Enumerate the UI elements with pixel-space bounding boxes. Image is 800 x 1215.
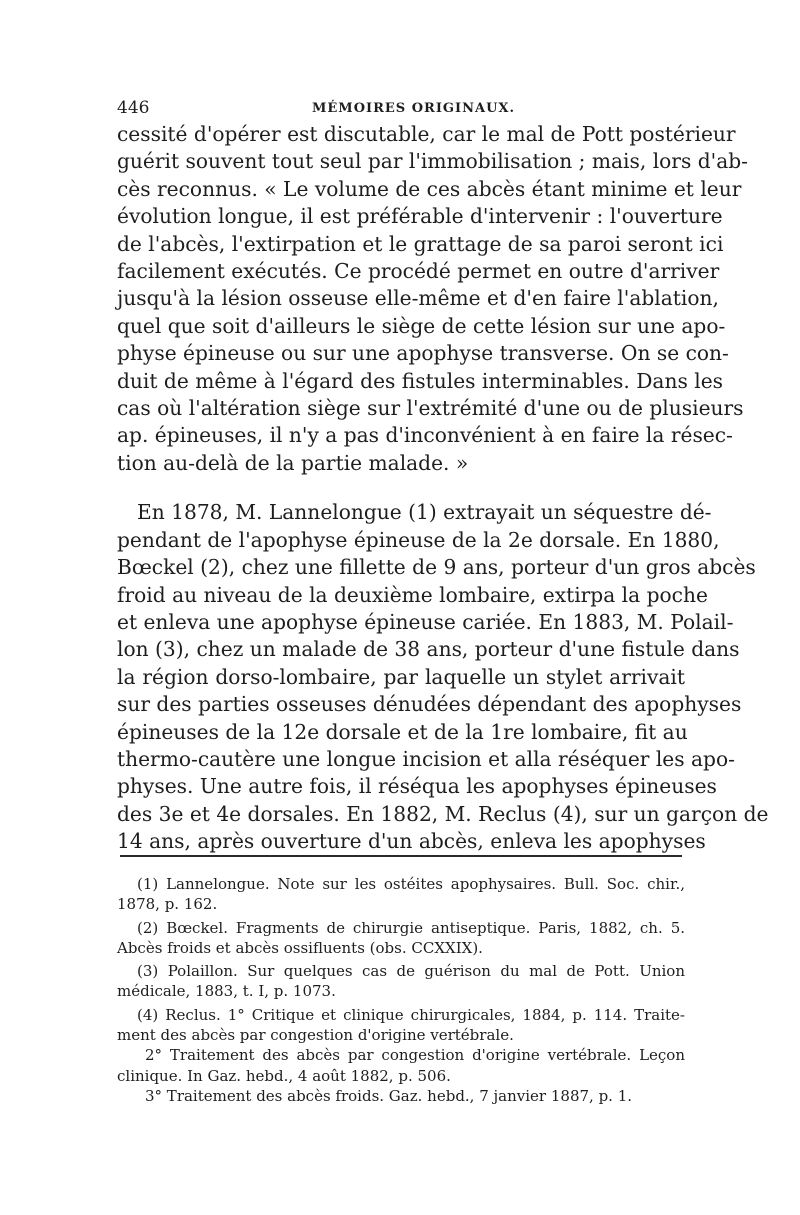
footnotes xyxy=(117,874,685,1106)
text-line: En 1878, M. Lannelongue (1) extrayait un séquestre dé- xyxy=(137,500,712,525)
text-line: jusqu'à la lésion osseuse elle-même et d'en faire l'ablation, xyxy=(117,286,719,311)
footnote-line: Abcès froids et abcès ossifluents (obs. CCXXIX). xyxy=(117,938,483,957)
paragraph-gap xyxy=(117,477,685,499)
body-text xyxy=(117,121,769,856)
footnote-line: (4) Reclus. 1° Critique et clinique chirurgicales, 1884, p. 114. Traite- xyxy=(137,1005,685,1024)
paragraph-2 xyxy=(117,499,769,855)
text-line: et enleva une apophyse épineuse cariée. En 1883, M. Polail- xyxy=(117,609,734,634)
text-line: thermo-cautère une longue incision et alla réséquer les apo- xyxy=(117,746,735,771)
text-line: froid au niveau de la deuxième lombaire, extirpa la poche xyxy=(117,582,708,607)
text-line: sur des parties osseuses dénudées dépendant des apophyses xyxy=(117,692,742,717)
page-number: 446 xyxy=(117,98,150,118)
footnote-line: clinique. In Gaz. hebd., 4 août 1882, p. 506. xyxy=(117,1066,451,1085)
text-line: la région dorso-lombaire, par laquelle un stylet arrivait xyxy=(117,664,685,689)
text-line: cès reconnus. « Le volume de ces abcès étant minime et leur xyxy=(117,176,742,201)
footnote-1 xyxy=(117,874,685,915)
text-line: guérit souvent tout seul par l'immobilisation ; mais, lors d'ab- xyxy=(117,149,748,174)
text-line: pendant de l'apophyse épineuse de la 2e dorsale. En 1880, xyxy=(117,527,720,552)
footnote-line: ment des abcès par congestion d'origine vertébrale. xyxy=(117,1026,514,1045)
running-title: MÉMOIRES ORIGINAUX. xyxy=(312,101,516,116)
text-line: évolution longue, il est préférable d'intervenir : l'ouverture xyxy=(117,204,723,229)
text-line: physes. Une autre fois, il réséqua les apophyses épineuses xyxy=(117,774,717,799)
text-line: cessité d'opérer est discutable, car le mal de Pott postérieur xyxy=(117,122,736,146)
footnote-line: médicale, 1883, t. I, p. 1073. xyxy=(117,982,336,1001)
text-line: tion au-delà de la partie malade. » xyxy=(117,450,469,475)
text-line: 14 ans, après ouverture d'un abcès, enleva les apophyses xyxy=(117,829,706,854)
footnote-line: 3° Traitement des abcès froids. Gaz. hebd., 7 janvier 1887, p. 1. xyxy=(145,1086,633,1105)
text-line: des 3e et 4e dorsales. En 1882, M. Reclus (4), sur un garçon de xyxy=(117,801,769,826)
text-line: épineuses de la 12e dorsale et de la 1re lombaire, fit au xyxy=(117,719,688,744)
footnote-line: 2° Traitement des abcès par congestion d'origine vertébrale. Leçon xyxy=(145,1046,685,1065)
footnote-line: (1) Lannelongue. Note sur les ostéites apophysaires. Bull. Soc. chir., xyxy=(137,875,685,893)
text-line: facilement exécutés. Ce procédé permet en outre d'arriver xyxy=(117,259,720,284)
footnote-4 xyxy=(117,1005,685,1106)
text-line: Bœckel (2), chez une fillette de 9 ans, porteur d'un gros abcès xyxy=(117,555,756,580)
text-line: ap. épineuses, il n'y a pas d'inconvénient à en faire la résec- xyxy=(117,423,733,448)
footnote-3 xyxy=(117,961,685,1002)
footnote-line: 1878, p. 162. xyxy=(117,895,218,914)
paragraph-1 xyxy=(117,121,748,477)
text-line: physe épineuse ou sur une apophyse transverse. On se con- xyxy=(117,341,729,366)
text-line: duit de même à l'égard des fistules interminables. Dans les xyxy=(117,368,723,393)
text-line: quel que soit d'ailleurs le siège de cette lésion sur une apo- xyxy=(117,313,726,338)
footnote-line: (3) Polaillon. Sur quelques cas de guérison du mal de Pott. Union xyxy=(137,962,685,981)
footnote-rule xyxy=(120,855,682,857)
footnote-line: (2) Bœckel. Fragments de chirurgie antiseptique. Paris, 1882, ch. 5. xyxy=(137,918,685,937)
text-line: lon (3), chez un malade de 38 ans, porteur d'une fistule dans xyxy=(117,637,740,662)
text-line: cas où l'altération siège sur l'extrémité d'une ou de plusieurs xyxy=(117,396,744,421)
footnote-2 xyxy=(117,918,685,959)
text-line: de l'abcès, l'extirpation et le grattage de sa paroi seront ici xyxy=(117,231,724,256)
